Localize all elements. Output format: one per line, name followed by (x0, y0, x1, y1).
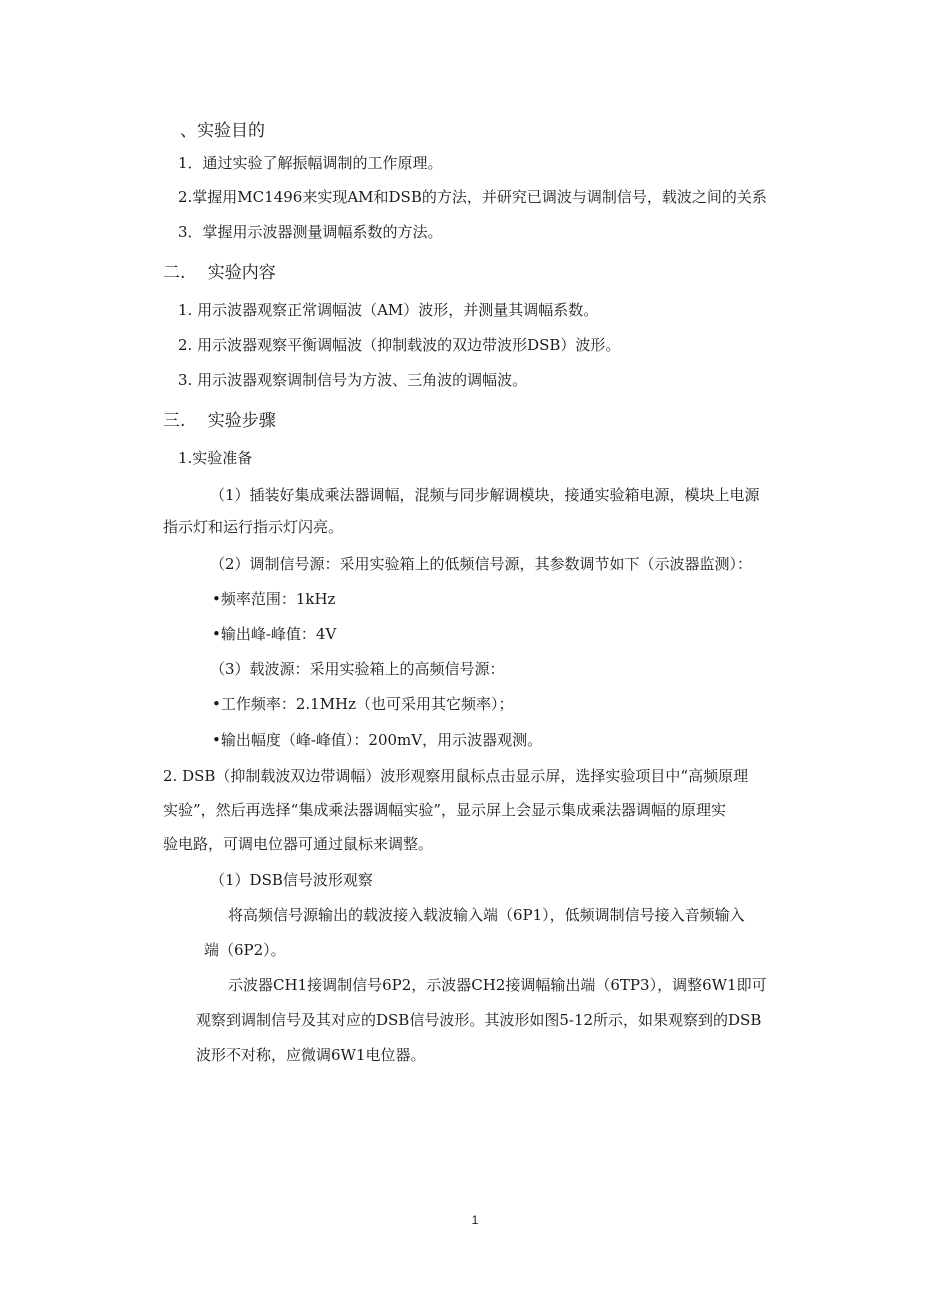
para-3: （3）载波源：采用实验箱上的高频信号源： (210, 660, 505, 678)
para-1-line-1: （1）插装好集成乘法器调幅，混频与同步解调模块，接通实验箱电源，模块上电源 (210, 486, 760, 504)
para-5-line-2: 观察到调制信号及其对应的DSB信号波形。其波形如图5-12所示，如果观察到的DSB (196, 1011, 762, 1029)
dsb-para-line-3: 验电路，可调电位器可通过鼠标来调整。 (163, 835, 434, 853)
para-4-line-2: 端（6P2）。 (204, 941, 286, 959)
bullet-amplitude: •输出幅度（峰-峰值）：200mV，用示波器观测。 (212, 731, 543, 749)
dsb-subheading: （1）DSB信号波形观察 (210, 871, 373, 889)
section-2-item-1: 1. 用示波器观察正常调幅波（AM）波形，并测量其调幅系数。 (178, 301, 599, 319)
section-3-title: 三. 实验步骤 (163, 411, 276, 431)
dsb-para-line-2: 实验”，然后再选择“集成乘法器调幅实验”，显示屏上会显示集成乘法器调幅的原理实 (163, 801, 727, 819)
para-2: （2）调制信号源：采用实验箱上的低频信号源，其参数调节如下（示波器监测）： (210, 555, 753, 573)
dsb-para-line-1: 2. DSB（抑制载波双边带调幅）波形观察用鼠标点击显示屏，选择实验项目中“高频原理 (163, 767, 749, 785)
para-5-line-1: 示波器CH1接调制信号6P2，示波器CH2接调幅输出端（6TP3），调整6W1即可 (228, 976, 767, 994)
bullet-frequency: •频率范围：1kHz (212, 590, 336, 608)
section-2-title: 二. 实验内容 (163, 263, 276, 283)
para-1-line-2: 指示灯和运行指示灯闪亮。 (163, 518, 344, 536)
bullet-work-frequency: •工作频率：2.1MHz（也可采用其它频率）； (212, 695, 514, 713)
section-3-sub-1: 1.实验准备 (178, 449, 253, 467)
section-1-title: 、实验目的 (180, 121, 265, 141)
page-number: 1 (471, 1213, 479, 1227)
para-5-line-3: 波形不对称，应微调6W1电位器。 (196, 1046, 426, 1064)
section-2-item-3: 3. 用示波器观察调制信号为方波、三角波的调幅波。 (178, 371, 528, 389)
bullet-peak: •输出峰-峰值：4V (212, 625, 337, 643)
section-1-item-3: 3．掌握用示波器测量调幅系数的方法。 (178, 223, 443, 241)
section-1-item-2: 2.掌握用MC1496来实现AM和DSB的方法，并研究已调波与调制信号，载波之间的关系 (178, 188, 767, 206)
para-4-line-1: 将高频信号源输出的载波接入载波输入端（6P1），低频调制信号接入音频输入 (228, 906, 745, 924)
section-1-item-1: 1．通过实验了解振幅调制的工作原理。 (178, 154, 443, 172)
section-2-item-2: 2. 用示波器观察平衡调幅波（抑制载波的双边带波形DSB）波形。 (178, 336, 621, 354)
